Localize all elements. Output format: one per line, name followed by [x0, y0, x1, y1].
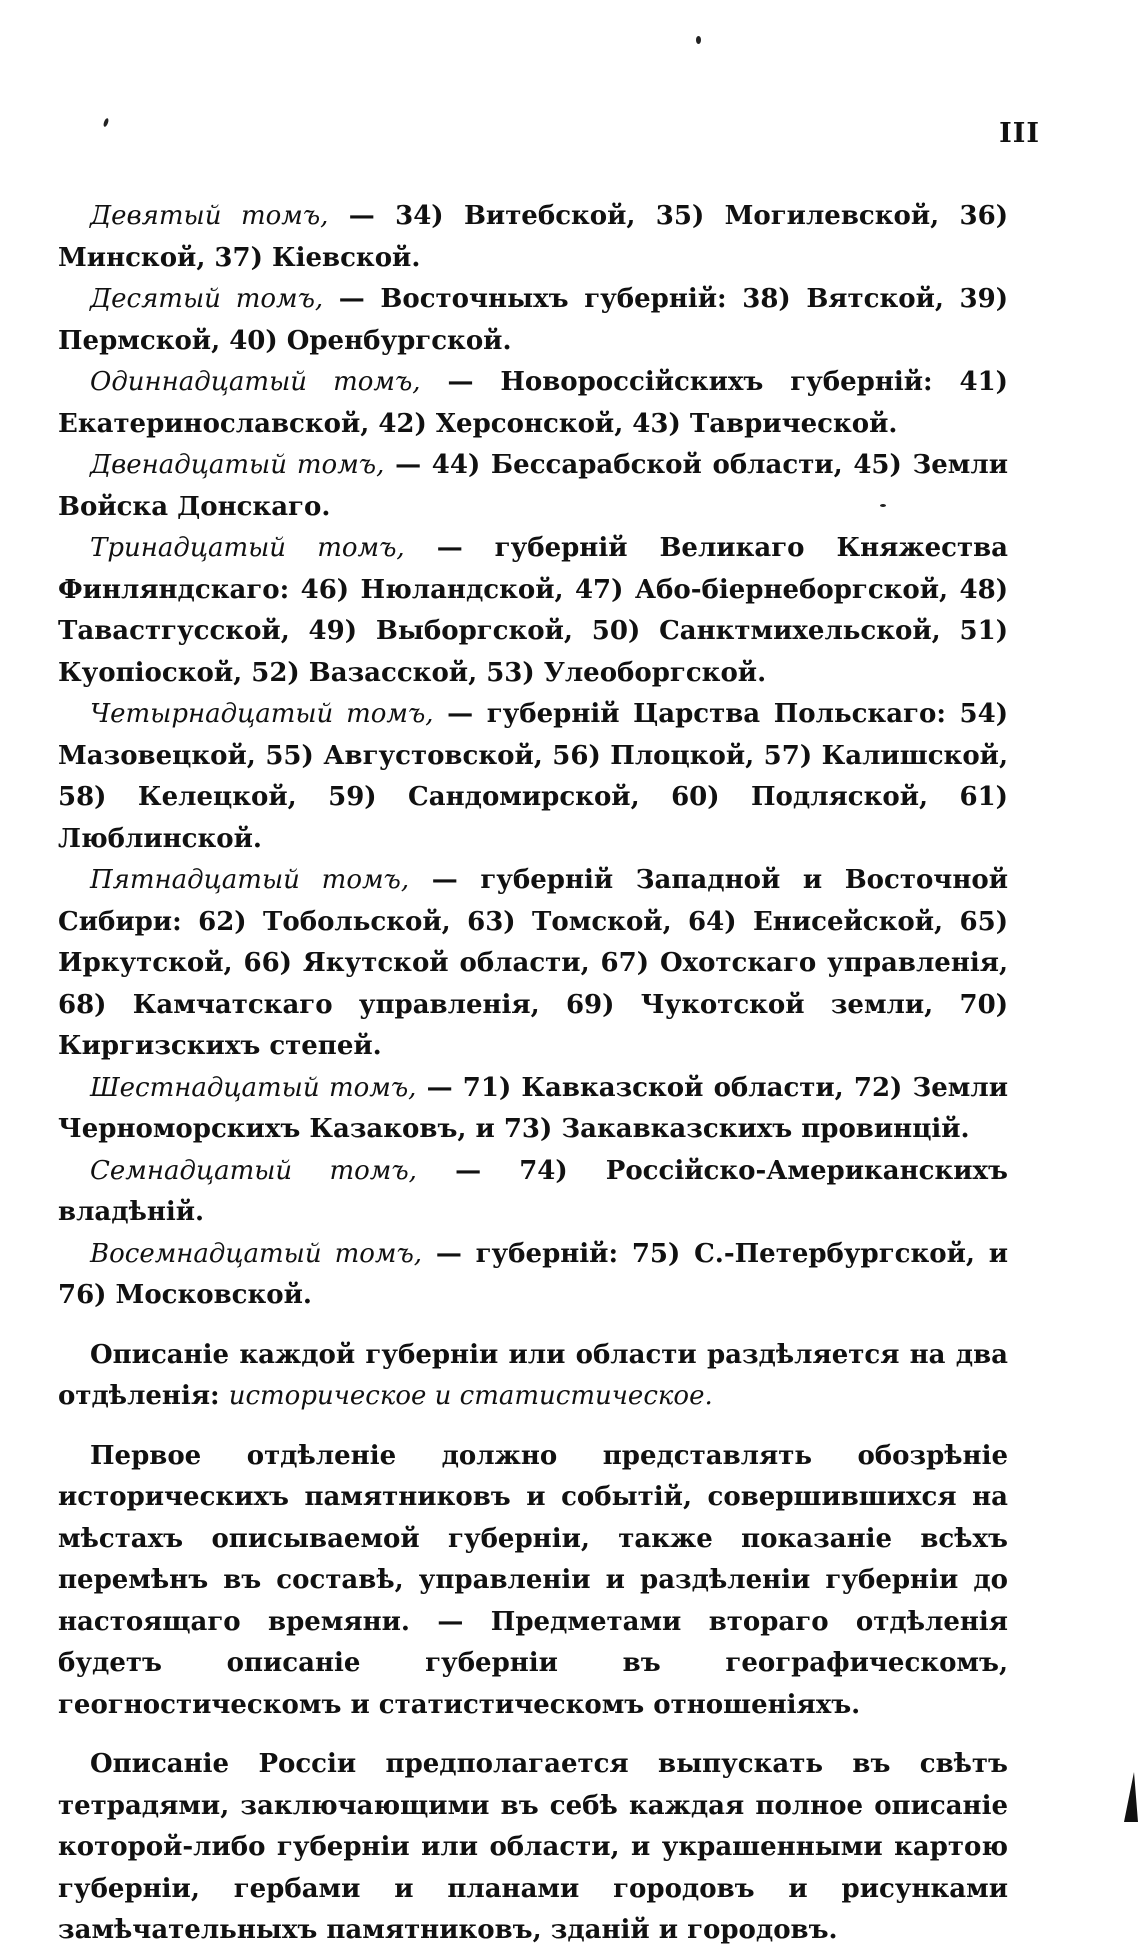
volume-label: Одиннадцатый томъ, [90, 367, 421, 397]
volume-label: Тринадцатый томъ, [90, 533, 405, 563]
volume-text: — губерній Царства Польскаго: 54) Мазовецкой, 55) Августовской, 56) Плоцкой, 57) Калишской, 58) Келецкой, 59) Сандомирской, 60) Подляской, 61) Люблинской. [58, 699, 1008, 854]
volume-entry [58, 1151, 1008, 1234]
page-number: III [999, 118, 1040, 149]
volume-label: Шестнадцатый томъ, [90, 1072, 417, 1103]
volume-label: Пятнадцатый томъ, [90, 865, 410, 895]
volume-text: — губерній Западной и Восточной Сибири: 62) Тобольской, 63) Томской, 64) Енисейской, 65) Иркутской, 66) Якутской области, 67) Охотскаго управленія, 68) Камчатскаго управленія, 69) Чукотской земли, 70) Киргизскихъ степей. [58, 865, 1008, 1061]
volume-entry [58, 1068, 1008, 1151]
first-section-paragraph: Первое отдѣленіе должно представлять обозрѣніе историческихъ памятниковъ и событій, совершившихся на мѣстахъ описываемой губерніи, также показаніе всѣхъ перемѣнъ въ составѣ, управленіи и раздѣленіи губерніи до настоящаго времяни. — Предметами втораго отдѣленія будетъ описаніе губерніи въ географическомъ, геогностическомъ и статистическомъ отношеніяхъ. [58, 1440, 1008, 1720]
volume-entry [58, 279, 1008, 362]
volume-entry [58, 362, 1008, 445]
volume-label: Семнадцатый томъ, [90, 1155, 417, 1186]
volume-label: Четырнадцатый томъ, [90, 699, 434, 729]
division-paragraph [58, 1335, 1008, 1418]
volume-entry [58, 445, 1008, 528]
volume-text: — 71) Кавказской области, 72) Земли Черноморскихъ Казаковъ, и 73) Закавказскихъ провинцій. [58, 1072, 1009, 1144]
publication-paragraph: Описаніе Россіи предполагается выпускать въ свѣтъ тетрадями, заключающими въ себѣ каждая полное описаніе которой-либо губерніи или области, и украшенными картою губерніи, гербами и планами городовъ и рисунками замѣчательныхъ памятниковъ, зданій и городовъ. [58, 1749, 1008, 1945]
print-speck [696, 36, 701, 44]
page-text [58, 196, 1008, 1952]
volume-text: — губерній: 75) С.-Петербургской, и 76) Московской. [58, 1238, 1008, 1310]
print-speck [103, 118, 110, 128]
volume-entry [58, 694, 1008, 860]
volume-text: — 74) Россійско-Американскихъ владѣній. [58, 1155, 1008, 1227]
volume-text: — 34) Витебской, 35) Могилевской, 36) Минской, 37) Кіевской. [58, 201, 1009, 273]
division-text: Описаніе каждой губерніи или области раздѣляется на два отдѣленія: [58, 1339, 1008, 1411]
division-italic: историческое и статистическое. [228, 1381, 713, 1411]
volume-entry [58, 196, 1008, 279]
volume-entry [58, 860, 1008, 1068]
volume-entry [58, 528, 1008, 694]
page-corner-mark [1124, 1772, 1138, 1822]
volume-entry [58, 1234, 1008, 1317]
volume-text: — Новороссійскихъ губерній: 41) Екатеринославской, 42) Херсонской, 43) Таврической. [58, 367, 1008, 439]
volume-label: Девятый томъ, [90, 201, 329, 231]
volume-text: — 44) Бессарабской области, 45) Земли Войска Донскаго. [58, 450, 1009, 522]
volume-text: — Восточныхъ губерній: 38) Вятской, 39) Пермской, 40) Оренбургской. [58, 284, 1009, 356]
volume-label: Восемнадцатый томъ, [90, 1238, 423, 1269]
volume-label: Двенадцатый томъ, [90, 450, 385, 480]
volume-label: Десятый томъ, [90, 284, 324, 314]
volume-text: — губерній Великаго Княжества Финляндскаго: 46) Нюландской, 47) Або-біернеборгской, 48) Тавастгусской, 49) Выборгской, 50) Санктмихельской, 51) Куопіоской, 52) Вазасской, 53) Улеоборгской. [58, 533, 1009, 688]
